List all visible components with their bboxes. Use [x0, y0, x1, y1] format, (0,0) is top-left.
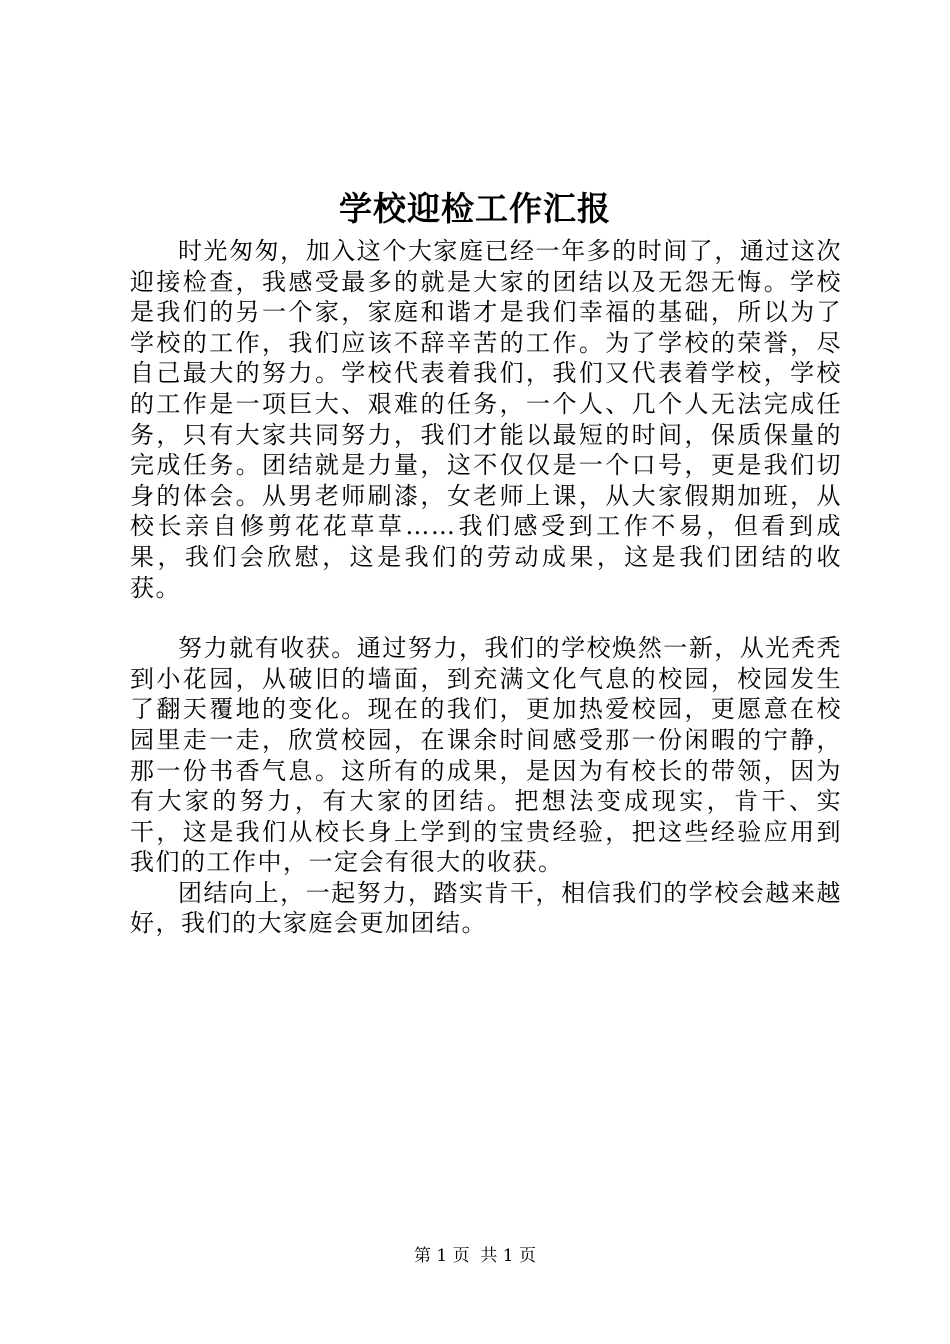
document-title: 学校迎检工作汇报 [339, 189, 611, 228]
paragraph-3: 团结向上，一起努力，踏实肯干，相信我们的学校会越来越好，我们的大家庭会更加团结。 [130, 878, 842, 938]
document-body [130, 236, 842, 939]
page-total: 共 1 页 [480, 1246, 537, 1266]
footer-separator [470, 1246, 481, 1266]
page-footer [0, 1244, 950, 1268]
paragraph-2: 努力就有收获。通过努力，我们的学校焕然一新，从光秃秃到小花园，从破旧的墙面，到充满文化气息的校园，校园发生了翻天覆地的变化。现在的我们，更加热爱校园，更愿意在校园里走一走，欣赏校园，在课余时间感受那一份闲暇的宁静，那一份书香气息。这所有的成果，是因为有校长的带领，因为有大家的努力，有大家的团结。把想法变成现实，肯干、实干，这是我们从校长身上学到的宝贵经验，把这些经验应用到我们的工作中，一定会有很大的收获。 [130, 634, 842, 877]
page-number: 第 1 页 [413, 1246, 470, 1266]
paragraph-1: 时光匆匆，加入这个大家庭已经一年多的时间了，通过这次迎接检查，我感受最多的就是大家的团结以及无怨无悔。学校是我们的另一个家，家庭和谐才是我们幸福的基础，所以为了学校的工作，我们应该不辞辛苦的工作。为了学校的荣誉，尽自己最大的努力。学校代表着我们，我们又代表着学校，学校的工作是一项巨大、艰难的任务，一个人、几个人无法完成任务，只有大家共同努力，我们才能以最短的时间，保质保量的完成任务。团结就是力量，这不仅仅是一个口号，更是我们切身的体会。从男老师刷漆，女老师上课，从大家假期加班，从校长亲自修剪花花草草……我们感受到工作不易，但看到成果，我们会欣慰，这是我们的劳动成果，这是我们团结的收获。 [130, 237, 842, 602]
